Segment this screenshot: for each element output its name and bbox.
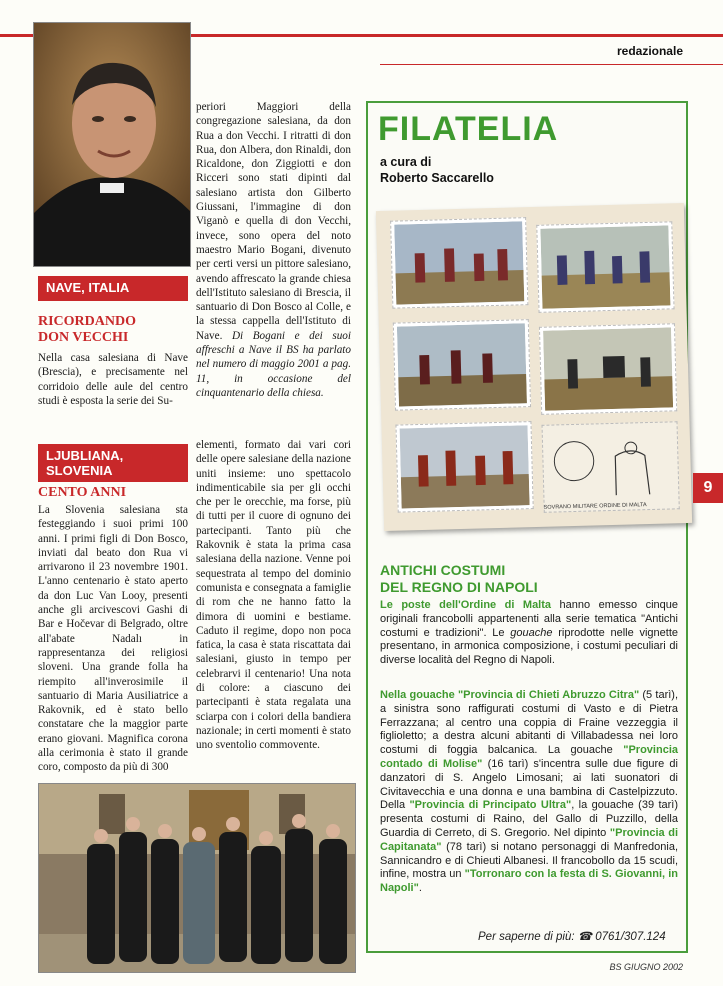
stamp-3 [393, 319, 531, 411]
location-badge-nave: NAVE, ITALIA [38, 276, 188, 299]
filatelia-title: FILATELIA [378, 110, 559, 148]
stamp-4 [539, 323, 677, 415]
stamp-sheet [376, 203, 692, 531]
page-number-tab: 9 [693, 473, 723, 503]
badge-rule-2 [38, 479, 188, 481]
stamp-5 [395, 421, 533, 513]
filatelia-heading: ANTICHI COSTUMI DEL REGNO DI NAPOLI [380, 562, 538, 595]
nave-continuation: periori Maggiori della congregazione salesiana, da don Rua a don Vecchi. I ritratti di don Rua, don Albera, don Rinaldi, don Ricaldone, don Ziggiotti e don Ricceri sono stati dipinti dal salesiano artista don Gilberto Giussani, l'immagine di don Viganò e quella di don Vecchi, invece, sono opera del noto maestro Mario Bogani, divenuto per certi versi un pittore salesiano, avendo affrescato la grande chiesa dell'Istituto salesiano di Brescia, il santuario di Don Bosco al Colle, e la stessa cappella dell'Istituto di Nave. Di Bogani e dei suoi affreschi a Nave il BS ha parlato nel numero di maggio 2001 a pag. 11, in occasione del cinquantenario della chiesa. [196, 101, 351, 399]
kicker-ricordando: RICORDANDO DON VECCHI [38, 314, 136, 345]
group-photo [38, 783, 356, 973]
slovenia-article-col2: elementi, formato dai vari cori delle opere salesiane della nazione uniti insieme: uno spettacolo indimenticabile sia per gli occhi che per le orecchie, ma forse, più di tutti per il cuore di ognuno dei partecipanti. Tanto più che Rakovnik è stata la prima casa salesiana della nazione. Venne poi sequestrata al tempo del dominio comunista e consegnata a famiglie di rom che ne hanno fatto la dimora di uomini e bestiame. Caduto il regime, dopo non poca fatica, la casa è stata riscattata dai salesiani, giusto in tempo per celebrarvi il centenario! Una nota di colore: a ciascuno dei partecipanti è stata regalata una sciarpa con i colori della bandiera nazionale; in certi momenti è stato uno sventolio commovente. [196, 439, 351, 752]
filatelia-byline: a cura di Roberto Saccarello [380, 155, 494, 185]
stamp-postmark [542, 421, 680, 513]
header-rule [380, 64, 723, 65]
page-footer: BS GIUGNO 2002 [609, 962, 683, 972]
stamp-2 [536, 221, 674, 313]
stamp-caption: SOVRANO MILITARE ORDINE DI MALTA [543, 502, 647, 511]
badge-rule [38, 299, 188, 301]
filatelia-paragraph-2: Nella gouache "Provincia di Chieti Abruzzo Citra" (5 tarì), a sinistra sono raffigurati costumi di Vasto e di Pietra Ferrazzana; al centro una coppia di Fraine vezzeggia il figlioletto; a destra alcuni abitanti di Villabadessa nei loro costumi di foggia balcanica. La gouache "Provincia contado di Molise" (16 tarì) s'incentra sulle due figure di danzatori di S. Angelo Limosani; ai lati suonatori di Civitavecchia e una donna e una bambina di Castelpizzuto. Della "Provincia di Principato Ultra", la gouache (39 tarì) presenta costumi di Raino, del Gallo di Puzzillo, della Guardia di Cerreto, di S. Gregorio. Nel dipinto "Provincia di Capitanata" (78 tarì) si notano personaggi di Manfredonia, Sannicandro e di Chieuti Albanesi. Il francobollo da 15 scudi, infine, mostra un "Torronaro con la festa di S. Giovanni, in Napoli". [380, 689, 679, 895]
kicker-cento-anni: CENTO ANNI [38, 485, 127, 500]
contact-line: Per saperne di più: ☎ 0761/307.124 [478, 931, 666, 943]
stamp-1 [390, 217, 528, 309]
filatelia-paragraph-1: Le poste dell'Ordine di Malta hanno emesso cinque originali francobolli appartenenti alla serie tematica "Antichi costumi e tradizioni". Le gouache riprodotte nelle vignette presentano, in armonica composizione, i costumi peculiari di diverse località del Regno di Napoli. [380, 599, 679, 667]
nave-intro: Nella casa salesiana di Nave (Brescia), e precisamente nel corridoio delle aule del centro studi è esposta la serie dei Su- [38, 352, 188, 407]
portrait-photo [33, 22, 191, 267]
location-badge-ljubliana: LJUBLIANA, SLOVENIA [38, 444, 188, 482]
slovenia-article-col1: La Slovenia salesiana sta festeggiando i suoi primi 100 anni. I primi figli di Don Bosco, inviati dal beato don Rua vi arrivarono il 23 novembre 1901. L'anno centenario è stato aperto da don Luc Van Looy, presenti anche gli arcivescovi Gashi di Bar e Hočevar di Belgrado, oltre all'abate Nadalı in rappresentanza dei religiosi sloveni. Una grande folla ha riempito all'inverosimile il santuario di Maria Ausiliatrice a Rakovnik, ed è stato bello constatare che la maggior parte erano giovani. Magnifica corona alla cerimonia è stato il grande coro, composto da più di 300 [38, 504, 188, 774]
section-label: redazionale [616, 44, 683, 58]
